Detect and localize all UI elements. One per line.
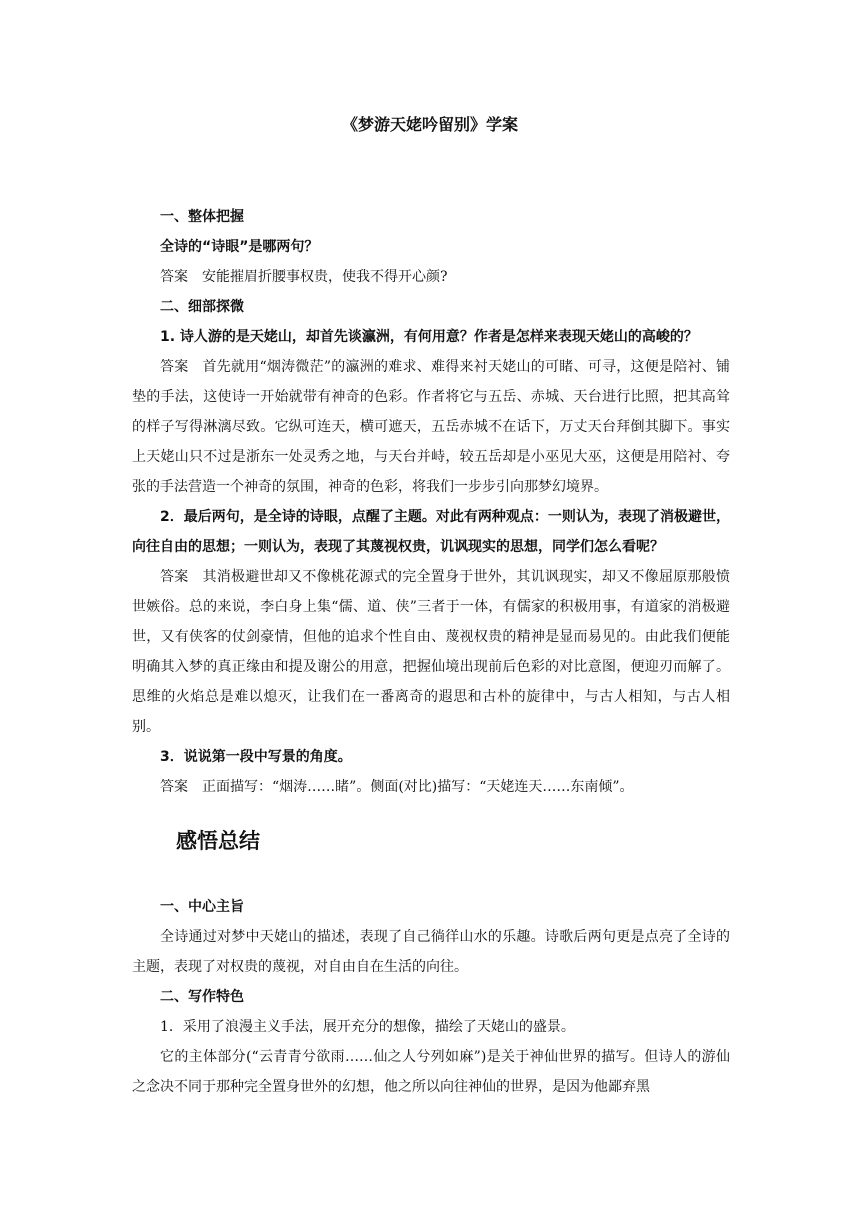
summary-feature-body: 它的主体部分(“云青青兮欲雨……仙之人兮列如麻”)是关于神仙世界的描写。但诗人的游仙之念决不同于那种完全置身世外的幻想，他之所以向往神仙的世界，是因为他鄙弃黑 (132, 1049, 730, 1095)
answer-1 (132, 352, 730, 502)
answer-3 (132, 772, 730, 802)
section-heading-details: 二、细部探微 (160, 299, 244, 315)
answer-text: 其消极避世却又不像桃花源式的完全置身于世外，其讥讽现实，却又不像屈原那般愤世嫉俗。总的来说，李白身上集“儒、道、侠”三者于一体，有儒家的积极用事，有道家的消极避世，又有侠客的仗剑豪情，但他的追求个性自由、蔑视权贵的精神是显而易见的。由此我们便能明确其入梦的真正缘由和提及谢公的用意，把握仙境出现前后色彩的对比意图，便迎刃而解了。思维的火焰总是难以熄灭，让我们在一番离奇的遐思和古朴的旋律中，与古人相知，与古人相别。 (132, 569, 731, 735)
answer-poem-eye (132, 262, 730, 292)
summary-feature-1: 1．采用了浪漫主义手法，展开充分的想像，描绘了天姥山的盛景。 (160, 1019, 575, 1035)
summary-subheading-features: 二、写作特色 (160, 989, 244, 1005)
answer-text: 安能摧眉折腰事权贵，使我不得开心颜? (202, 269, 448, 285)
document-title: 《梦游天姥吟留别》学案 (341, 115, 518, 134)
answer-label: 答案 (160, 569, 189, 585)
answer-text: 首先就用“烟涛微茫”的瀛洲的难求、难得来衬天姥山的可睹、可寻，这便是陪衬、铺垫的手法，这使诗一开始就带有神奇的色彩。作者将它与五岳、赤城、天台进行比照，把其高耸的样子写得淋漓尽致。它纵可连天，横可遮天，五岳赤城不在话下，万丈天台拜倒其脚下。事实上天姥山只不过是浙东一处灵秀之地，与天台并峙，较五岳却是小巫见大巫，这便是用陪衬、夸张的手法营造一个神奇的氛围，神奇的色彩，将我们一步步引向那梦幻境界。 (132, 359, 731, 495)
question-2: 2．最后两句，是全诗的诗眼，点醒了主题。对此有两种观点：一则认为，表现了消极避世，向往自由的思想；一则认为，表现了其蔑视权贵，讥讽现实的思想，同学们怎么看呢？ (132, 509, 730, 555)
summary-heading: 感悟总结 (176, 829, 260, 853)
summary-theme-text: 全诗通过对梦中天姥山的描述，表现了自己徜徉山水的乐趣。诗歌后两句更是点亮了全诗的主题，表现了对权贵的蔑视，对自由自在生活的向往。 (132, 929, 730, 975)
question-3: 3．说说第一段中写景的角度。 (160, 749, 352, 765)
section-heading-overview: 一、整体把握 (160, 209, 244, 225)
answer-label: 答案 (160, 359, 189, 375)
study-section (132, 202, 730, 802)
answer-2 (132, 562, 730, 742)
question-poem-eye: 全诗的“诗眼”是哪两句？ (160, 239, 319, 255)
answer-label: 答案 (160, 269, 188, 285)
question-1: 1. 诗人游的是天姥山，却首先谈瀛洲，有何用意？作者是怎样来表现天姥山的高峻的？ (160, 329, 698, 345)
answer-text: 正面描写：“烟涛……睹”。侧面(对比)描写：“天姥连天……东南倾”。 (202, 779, 634, 795)
answer-label: 答案 (160, 779, 188, 795)
summary-section (132, 892, 730, 1102)
summary-subheading-theme: 一、中心主旨 (160, 899, 244, 915)
